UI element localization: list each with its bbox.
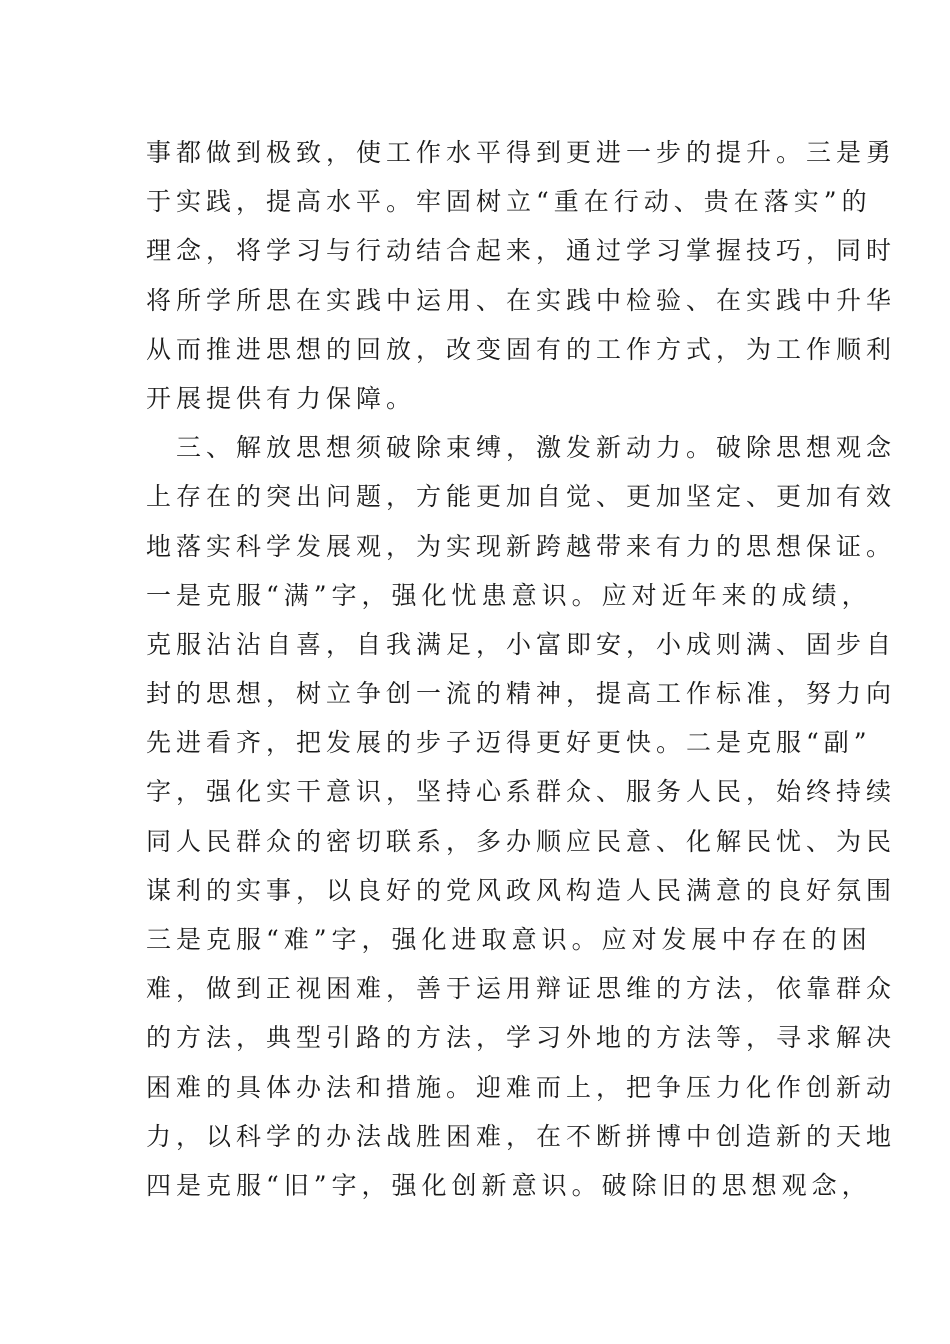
text-line: 四是克服“旧”字，强化创新意识。破除旧的思想观念，	[146, 1170, 872, 1200]
text-line: 困难的具体办法和措施。迎难而上，把争压力化作创新动	[146, 1072, 897, 1102]
text-line: 三是克服“难”字，强化进取意识。应对发展中存在的困	[146, 925, 872, 954]
text-line: 字，强化实干意识，坚持心系群众、服务人民，始终持续	[146, 777, 897, 807]
text-line: 同人民群众的密切联系，多办顺应民意、化解民忧、为民	[146, 826, 897, 856]
text-line: 难，做到正视困难，善于运用辩证思维的方法，依靠群众	[146, 974, 897, 1004]
text-line: 将所学所思在实践中运用、在实践中检验、在实践中升华	[146, 285, 897, 315]
text-line: 从而推进思想的回放，改变固有的工作方式，为工作顺利	[146, 334, 897, 364]
text-line: 地落实科学发展观，为实现新跨越带来有力的思想保证。	[146, 531, 897, 561]
text-line: 克服沾沾自喜，自我满足，小富即安，小成则满、固步自	[146, 629, 897, 659]
section-heading-line: 三、解放思想须破除束缚，激发新动力。破除思想观念	[146, 433, 897, 463]
text-line: 一是克服“满”字，强化忧患意识。应对近年来的成绩，	[146, 580, 872, 610]
text-line: 的方法，典型引路的方法，学习外地的方法等，寻求解决	[146, 1023, 897, 1053]
text-line: 理念，将学习与行动结合起来，通过学习掌握技巧，同时	[146, 236, 897, 266]
text-line: 事都做到极致，使工作水平得到更进一步的提升。三是勇	[146, 138, 897, 167]
text-line: 上存在的突出问题，方能更加自觉、更加坚定、更加有效	[146, 482, 897, 512]
text-line: 于实践，提高水平。牢固树立“重在行动、贵在落实”的	[146, 187, 872, 217]
text-line: 力，以科学的办法战胜困难，在不断拼博中创造新的天地	[146, 1121, 897, 1151]
text-line: 先进看齐，把发展的步子迈得更好更快。二是克服“副”	[146, 728, 872, 758]
body-text	[146, 128, 897, 1210]
text-line: 谋利的实事，以良好的党风政风构造人民满意的良好氛围	[146, 875, 897, 905]
text-line: 封的思想，树立争创一流的精神，提高工作标准，努力向	[146, 679, 897, 709]
text-line: 开展提供有力保障。	[146, 383, 417, 413]
